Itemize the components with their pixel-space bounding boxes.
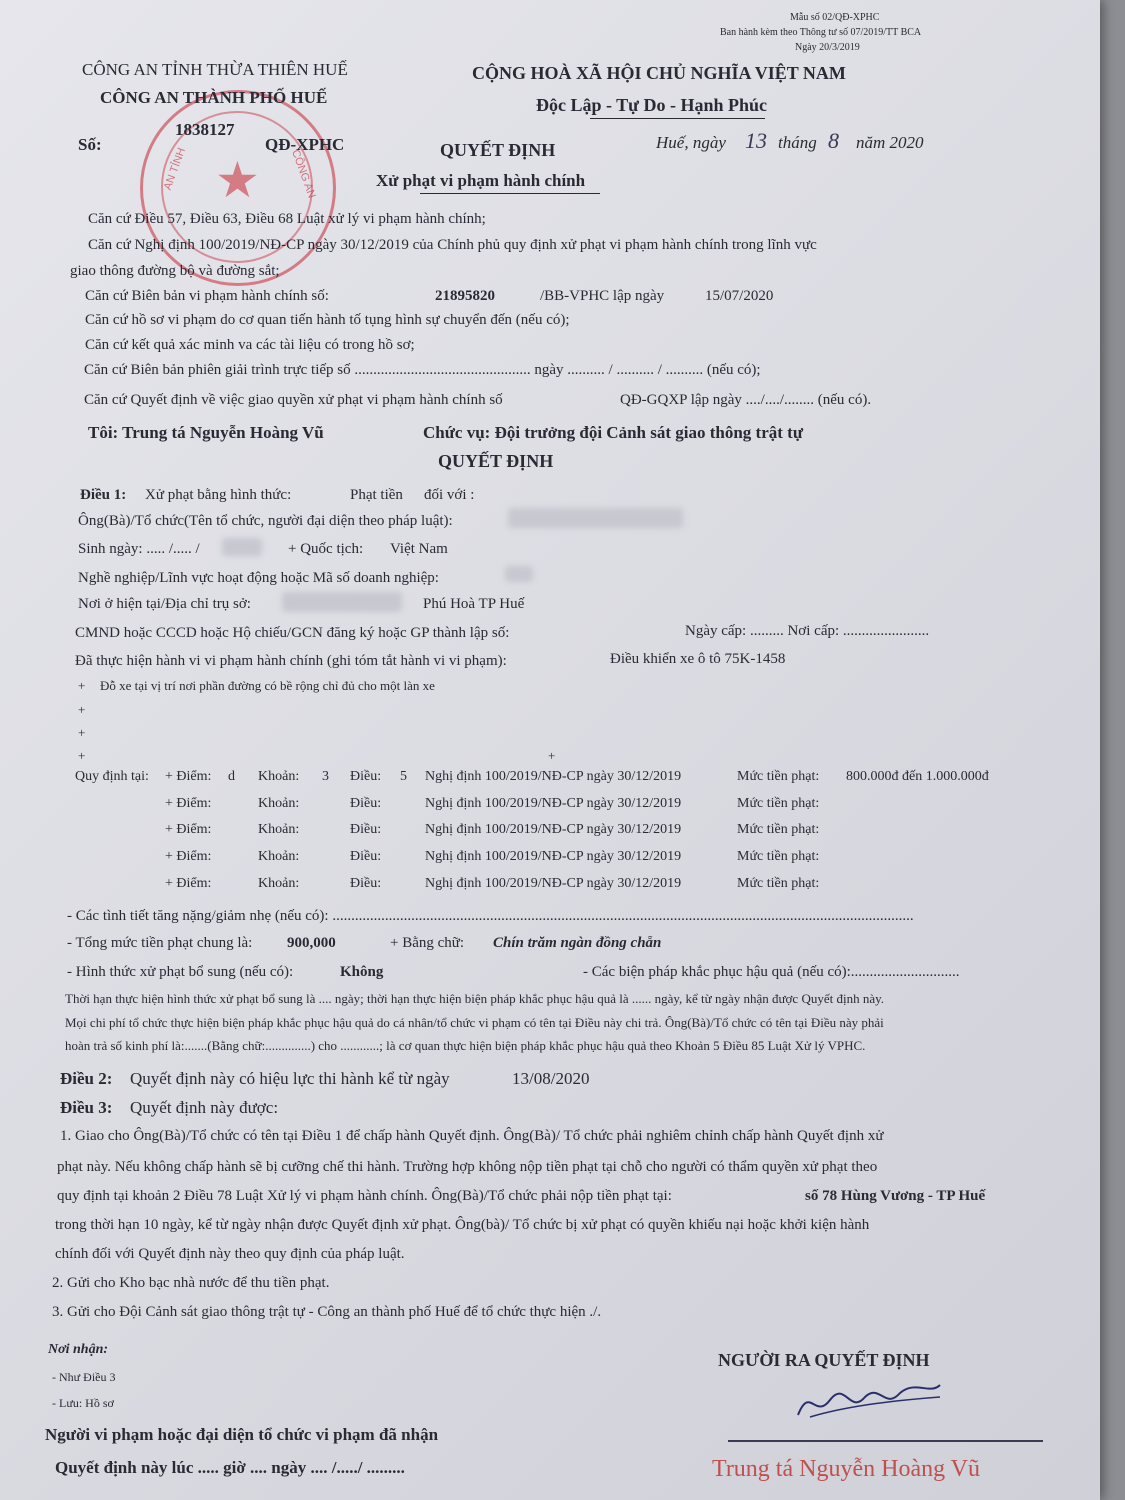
violation-detail: Đỗ xe tại vị trí nơi phần đường có bề rộng chỉ đủ cho một làn xe xyxy=(100,678,435,693)
article3-line-7: 3. Gửi cho Đội Cảnh sát giao thông trật tự - Công an thành phố Huế để tổ chức thực hiện ./. xyxy=(52,1304,602,1320)
total-fine-words: Chín trăm ngàn đồng chẵn xyxy=(493,935,662,951)
delegation-suffix: QĐ-GQXP lập ngày ..../..../........ (nếu có). xyxy=(620,392,872,408)
official-stamp: ★ AN TỈNH CÔNG AN xyxy=(140,90,336,286)
reg-fine-label: Mức tiền phạt: xyxy=(737,876,820,891)
signer-title: NGƯỜI RA QUYẾT ĐỊNH xyxy=(718,1350,930,1370)
occupation-label: Nghề nghiệp/Lĩnh vực hoạt động hoặc Mã số doanh nghiệp: xyxy=(78,570,439,586)
regulations-label: Quy định tại: xyxy=(75,769,149,784)
reg-dieu: 5 xyxy=(400,769,407,784)
country-name: CỘNG HOÀ XÃ HỘI CHỦ NGHĨA VIỆT NAM xyxy=(472,63,846,83)
officer-name: Tôi: Trung tá Nguyễn Hoàng Vũ xyxy=(88,423,324,442)
penalty-form-value: Phạt tiền xyxy=(350,487,403,503)
article3-heading: Điều 3: xyxy=(60,1098,113,1117)
article3-line-3: quy định tại khoản 2 Điều 78 Luật Xử lý vi phạm hành chính. Ông(Bà)/Tổ chức phải nộp tiền phạt tại: xyxy=(57,1188,672,1204)
article3-line-6: 2. Gửi cho Kho bạc nhà nước để thu tiền phạt. xyxy=(52,1275,330,1291)
reg-decree: Nghị định 100/2019/NĐ-CP ngày 30/12/2019 xyxy=(425,769,682,784)
reg-dieu-label: Điều: xyxy=(350,849,382,864)
reg-khoan-label: Khoản: xyxy=(258,822,300,837)
record-date: 15/07/2020 xyxy=(705,288,774,304)
total-fine-label: - Tổng mức tiền phạt chung là: xyxy=(67,935,253,951)
reg-fine-label: Mức tiền phạt: xyxy=(737,822,820,837)
date-place: Huế, ngày xyxy=(656,133,726,152)
redacted-dob xyxy=(222,538,262,556)
redacted-address xyxy=(282,592,402,612)
receipt-line-2: Quyết định này lúc ..... giờ .... ngày .... /...../ ......... xyxy=(55,1458,405,1477)
form-circular: Ban hành kèm theo Thông tư số 07/2019/TT BCA xyxy=(720,27,922,38)
payment-place: số 78 Hùng Vương - TP Huế xyxy=(805,1188,986,1204)
violation-label: Đã thực hiện hành vi vi phạm hành chính (ghi tóm tắt hành vi vi phạm): xyxy=(75,653,507,669)
reg-decree: Nghị định 100/2019/NĐ-CP ngày 30/12/2019 xyxy=(425,849,682,864)
reg-diem-label: + Điểm: xyxy=(165,796,212,811)
unit-name: CÔNG AN THÀNH PHỐ HUẾ xyxy=(100,88,328,107)
reg-decree: Nghị định 100/2019/NĐ-CP ngày 30/12/2019 xyxy=(425,796,682,811)
issue-date: Ngày cấp: ......... Nơi cấp: ....................... xyxy=(685,623,930,639)
decision-code: QĐ-XPHC xyxy=(265,135,345,154)
reg-khoan-label: Khoản: xyxy=(258,876,300,891)
basis-5: Căn cứ kết quả xác minh va các tài liệu có trong hồ sơ; xyxy=(85,337,415,353)
number-label: Số: xyxy=(78,135,102,154)
reg-dieu-label: Điều: xyxy=(350,769,382,784)
date-day: 13 xyxy=(745,128,767,153)
reg-diem-label: + Điểm: xyxy=(165,822,212,837)
basis-1: Căn cứ Điều 57, Điều 63, Điều 68 Luật xử lý vi phạm hành chính; xyxy=(88,211,486,227)
address-value: Phú Hoà TP Huế xyxy=(423,596,525,612)
basis-6: Căn cứ Biên bản phiên giải trình trực tiếp số ............................................... ngày .......... / .......... / .......... (nếu có); xyxy=(84,362,761,378)
signer-name: Trung tá Nguyễn Hoàng Vũ xyxy=(712,1456,980,1482)
violation-value: Điều khiển xe ô tô 75K-1458 xyxy=(610,651,786,667)
effective-date: 13/08/2020 xyxy=(512,1069,590,1088)
reg-fine: 800.000đ đến 1.000.000đ xyxy=(846,769,989,784)
officer-position: Chức vụ: Đội trưởng đội Cảnh sát giao thông trật tự xyxy=(423,423,804,442)
document-title: QUYẾT ĐỊNH xyxy=(440,140,556,160)
reg-khoan-label: Khoản: xyxy=(258,769,300,784)
article3-text: Quyết định này được: xyxy=(130,1098,279,1117)
basis-7: Căn cứ Quyết định về việc giao quyền xử phạt vi phạm hành chính số xyxy=(84,392,503,408)
basis-2: Căn cứ Nghị định 100/2019/NĐ-CP ngày 30/12/2019 của Chính phủ quy định xử phạt vi phạm hành chính trong lĩnh vực xyxy=(88,237,817,253)
signature xyxy=(790,1375,950,1425)
basis-4: Căn cứ hồ sơ vi phạm do cơ quan tiến hành tố tụng hình sự chuyển đến (nếu có); xyxy=(85,312,570,328)
article3-line-2: phạt này. Nếu không chấp hành sẽ bị cưỡng chế thi hành. Trường hợp không nộp tiền phạt tại chỗ cho người có thẩm quyền xử phạt theo xyxy=(57,1159,878,1175)
redacted-occupation xyxy=(505,566,533,582)
receipt-line-1: Người vi phạm hoặc đại diện tổ chức vi phạm đã nhận xyxy=(45,1425,439,1444)
reg-decree: Nghị định 100/2019/NĐ-CP ngày 30/12/2019 xyxy=(425,822,682,837)
reg-khoan: 3 xyxy=(322,769,329,784)
violator-label: Ông(Bà)/Tổ chức(Tên tổ chức, người đại diện theo pháp luật): xyxy=(78,513,453,529)
deadline-paragraph: Thời hạn thực hiện hình thức xử phạt bổ sung là .... ngày; thời hạn thực hiện biện pháp khắc phục hậu quả là ...... ngày, kể từ ngày nhận được Quyết định này. xyxy=(65,991,884,1006)
recipient-1: - Như Điều 3 xyxy=(52,1370,116,1384)
article3-line-5: chính đối với Quyết định này theo quy định của pháp luật. xyxy=(55,1246,405,1262)
article1-heading: Điều 1: xyxy=(80,487,127,503)
reg-dieu-label: Điều: xyxy=(350,822,382,837)
decision-number: 1838127 xyxy=(175,120,235,139)
refund-paragraph: hoàn trả số kinh phí là:.......(Bằng chữ:..............) cho ............; là cơ quan thực hiện biện pháp khắc phục hậu quả theo Khoản 5 Điều 85 Luật Xử lý VPHC. xyxy=(65,1038,866,1053)
nationality-value: Việt Nam xyxy=(390,541,448,557)
cost-paragraph: Mọi chi phí tổ chức thực hiện biện pháp khắc phục hậu quả do cá nhân/tổ chức vi phạm có tên tại Điều này chi trả. Ông(Bà)/Tổ chức có tên tại Điều này phải xyxy=(65,1015,884,1030)
address-label: Nơi ở hiện tại/Địa chỉ trụ sở: xyxy=(78,596,251,612)
reg-dieu-label: Điều: xyxy=(350,876,382,891)
basis-2-cont: giao thông đường bộ và đường sắt; xyxy=(70,263,280,279)
words-label: + Bằng chữ: xyxy=(390,935,465,951)
recipients-heading: Nơi nhận: xyxy=(48,1342,109,1357)
reg-diem-label: + Điểm: xyxy=(165,849,212,864)
date-year: năm 2020 xyxy=(856,133,924,152)
form-date: Ngày 20/3/2019 xyxy=(795,42,860,53)
date-month: 8 xyxy=(828,128,839,153)
basis-3: Căn cứ Biên bản vi phạm hành chính số: xyxy=(85,288,329,304)
article2-heading: Điều 2: xyxy=(60,1069,113,1088)
article3-line-4: trong thời hạn 10 ngày, kể từ ngày nhận được Quyết định xử phạt. Ông(bà)/ Tổ chức bị xử phạt có quyền khiếu nại hoặc khởi kiện hành xyxy=(55,1217,870,1233)
dob-label: Sinh ngày: ..... /..... / xyxy=(78,541,200,557)
reg-decree: Nghị định 100/2019/NĐ-CP ngày 30/12/2019 xyxy=(425,876,682,891)
reg-diem-label: + Điểm: xyxy=(165,876,212,891)
reg-khoan-label: Khoản: xyxy=(258,796,300,811)
reg-diem: d xyxy=(228,769,235,784)
record-number: 21895820 xyxy=(435,288,495,304)
article2-text: Quyết định này có hiệu lực thi hành kể từ ngày xyxy=(130,1069,450,1088)
additional-penalty-label: - Hình thức xử phạt bổ sung (nếu có): xyxy=(67,964,294,980)
reg-khoan-label: Khoản: xyxy=(258,849,300,864)
reg-fine-label: Mức tiền phạt: xyxy=(737,796,820,811)
date-month-label: tháng xyxy=(778,133,817,152)
redacted-name xyxy=(508,508,683,528)
reg-dieu-label: Điều: xyxy=(350,796,382,811)
circumstances: - Các tình tiết tăng nặng/giảm nhẹ (nếu có): ........................................................................................................................................................... xyxy=(67,908,914,924)
penalty-form-label: Xử phạt bằng hình thức: xyxy=(145,487,292,503)
decision-heading: QUYẾT ĐỊNH xyxy=(438,451,554,471)
form-number: Mẫu số 02/QĐ-XPHC xyxy=(790,12,880,23)
record-suffix: /BB-VPHC lập ngày xyxy=(540,288,665,304)
remedy-measures: - Các biện pháp khắc phục hậu quả (nếu có):............................. xyxy=(583,964,960,980)
decision-document: Mẫu số 02/QĐ-XPHC Ban hành kèm theo Thông tư số 07/2019/TT BCA Ngày 20/3/2019 ★ AN TỈNH CÔNG AN CÔNG AN TỈNH THỪA THIÊN HUẾ CÔNG AN THÀNH PHỐ HUẾ Số: 1838127 QĐ-XPHC CỘNG HOÀ XÃ HỘI CHỦ NGHĨA VIỆT NAM Độc Lập - Tự Do - Hạnh Phúc Huế, ngày 13 tháng 8 năm 2020 QUYẾT ĐỊNH Xử phạt vi phạm hành chính Căn cứ Điều 57, Điều 63, Điều 68 Luật xử lý vi phạm hành chính; Căn cứ Nghị định 100/2019/NĐ-CP ngày 30/12/2019 của Chính phủ quy định xử phạt vi phạm hành chính trong lĩnh vực giao thông đường bộ và đường sắt; Căn cứ Biên bản vi phạm hành chính số: 21895820 /BB-VPHC lập ngày 15/07/2020 Căn cứ hồ sơ vi phạm do cơ quan tiến hành tố tụng hình sự chuyển đến (nếu có); Căn cứ kết quả xác minh va các tài liệu có trong hồ sơ; Căn cứ Biên bản phiên giải trình trực tiếp số ............................................... ngày .......... / .......... / .......... (nếu có); Căn cứ Quyết định về việc giao quyền xử phạt vi phạm hành chính số QĐ-GQXP lập ngày ..../..../........ (nếu có). Tôi: Trung tá Nguyễn Hoàng Vũ Chức vụ: Đội trưởng đội Cảnh sát giao thông trật tự QUYẾT ĐỊNH Điều 1: Xử phạt bằng hình thức: Phạt tiền đối với : Ông(Bà)/Tổ chức(Tên tổ chức, người đại diện theo pháp luật): Sinh ngày: ..... /..... / + Quốc tịch: Việt Nam Nghề nghiệp/Lĩnh vực hoạt động hoặc Mã số doanh nghiệp: Nơi ở hiện tại/Địa chỉ trụ sở: Phú Hoà TP Huế CMND hoặc CCCD hoặc Hộ chiếu/GCN đăng ký hoặc GP thành lập số: Ngày cấp: ......... Nơi cấp: ....................... Đã thực hiện hành vi vi phạm hành chính (ghi tóm tắt hành vi vi phạm): Điều khiển xe ô tô 75K-1458 + Đỗ xe tại vị trí nơi phần đường có bề rộng chỉ đủ cho một làn xe + + + + Quy định tại: + Điểm: d Khoản: 3 Điều: 5 Nghị định 100/2019/NĐ-CP ngày 30/12/2019 Mức tiền phạt: 800.000đ đến 1.000.000đ + Điểm: Khoản: Điều: Nghị định 100/2019/NĐ-CP ngày 30/12/2019 Mức tiền phạt: + Điểm: Khoản: Điều: Nghị định 100/2019/NĐ-CP ngày 30/12/2019 Mức tiền phạt: + Điểm: Khoản: Điều: Nghị định 100/2019/NĐ-CP ngày 30/12/2019 Mức tiền phạt: + Điểm: Khoản: Điều: Nghị định 100/2019/NĐ-CP ngày 30/12/2019 Mức tiền phạt: - Các tình tiết tăng nặng/giảm nhẹ (nếu có): ........................................................................................................................................................... - Tổng mức tiền phạt chung là: 900,000 + Bằng chữ: Chín trăm ngàn đồng chẵn - Hình thức xử phạt bổ sung (nếu có): Không - Các biện pháp khắc phục hậu quả (nếu có):............................. Thời hạn thực hiện hình thức xử phạt bổ sung là .... ngày; thời hạn thực hiện biện pháp khắc phục hậu quả là ...... ngày, kể từ ngày nhận được Quyết định này. Mọi chi phí tổ chức thực hiện biện pháp khắc phục hậu quả do cá nhân/tổ chức vi phạm có tên tại Điều này chi trả. Ông(Bà)/Tổ chức có tên tại Điều này phải hoàn trả số kinh phí là:.......(Bằng chữ:..............) cho ............; là cơ quan thực hiện biện pháp khắc phục hậu quả theo Khoản 5 Điều 85 Luật Xử lý VPHC. Điều 2: Quyết định này có hiệu lực thi hành kể từ ngày 13/08/2020 Điều 3: Quyết định này được: 1. Giao cho Ông(Bà)/Tổ chức có tên tại Điều 1 để chấp hành Quyết định. Ông(Bà)/ Tổ chức phải nghiêm chỉnh chấp hành Quyết định xử phạt này. Nếu không chấp hành sẽ bị cưỡng chế thi hành. Trường hợp không nộp tiền phạt tại chỗ cho người có thẩm quyền xử phạt theo quy định tại khoản 2 Điều 78 Luật Xử lý vi phạm hành chính. Ông(Bà)/Tổ chức phải nộp tiền phạt tại: số 78 Hùng Vương - TP Huế trong thời hạn 10 ngày, kể từ ngày nhận được Quyết định xử phạt. Ông(bà)/ Tổ chức bị xử phạt có quyền khiếu nại hoặc khởi kiện hành chính đối với Quyết định này theo quy định của pháp luật. 2. Gửi cho Kho bạc nhà nước để thu tiền phạt. 3. Gửi cho Đội Cảnh sát giao thông trật tự - Công an thành phố Huế để tổ chức thực hiện ./. Nơi nhận: - Như Điều 3 - Lưu: Hồ sơ Người vi phạm hoặc đại diện tổ chức vi phạm đã nhận Quyết định này lúc ..... giờ .... ngày .... /...../ ......... NGƯỜI RA QUYẾT ĐỊNH Trung tá Nguyễn Hoàng Vũ xyxy=(0,0,1100,1500)
total-fine-value: 900,000 xyxy=(287,935,336,951)
agency-name: CÔNG AN TỈNH THỪA THIÊN HUẾ xyxy=(82,60,348,79)
id-label: CMND hoặc CCCD hoặc Hộ chiếu/GCN đăng ký hoặc GP thành lập số: xyxy=(75,625,510,641)
recipient-2: - Lưu: Hồ sơ xyxy=(52,1396,114,1410)
reg-fine-label: Mức tiền phạt: xyxy=(737,849,820,864)
article3-line-1: 1. Giao cho Ông(Bà)/Tổ chức có tên tại Điều 1 để chấp hành Quyết định. Ông(Bà)/ Tổ chức phải nghiêm chỉnh chấp hành Quyết định xử xyxy=(60,1128,884,1144)
against-label: đối với : xyxy=(424,487,475,503)
reg-fine-label: Mức tiền phạt: xyxy=(737,769,820,784)
reg-diem-label: + Điểm: xyxy=(165,769,212,784)
additional-penalty-value: Không xyxy=(340,964,384,980)
national-motto: Độc Lập - Tự Do - Hạnh Phúc xyxy=(536,95,768,115)
nationality-label: + Quốc tịch: xyxy=(288,541,364,557)
document-subtitle: Xử phạt vi phạm hành chính xyxy=(376,171,586,190)
